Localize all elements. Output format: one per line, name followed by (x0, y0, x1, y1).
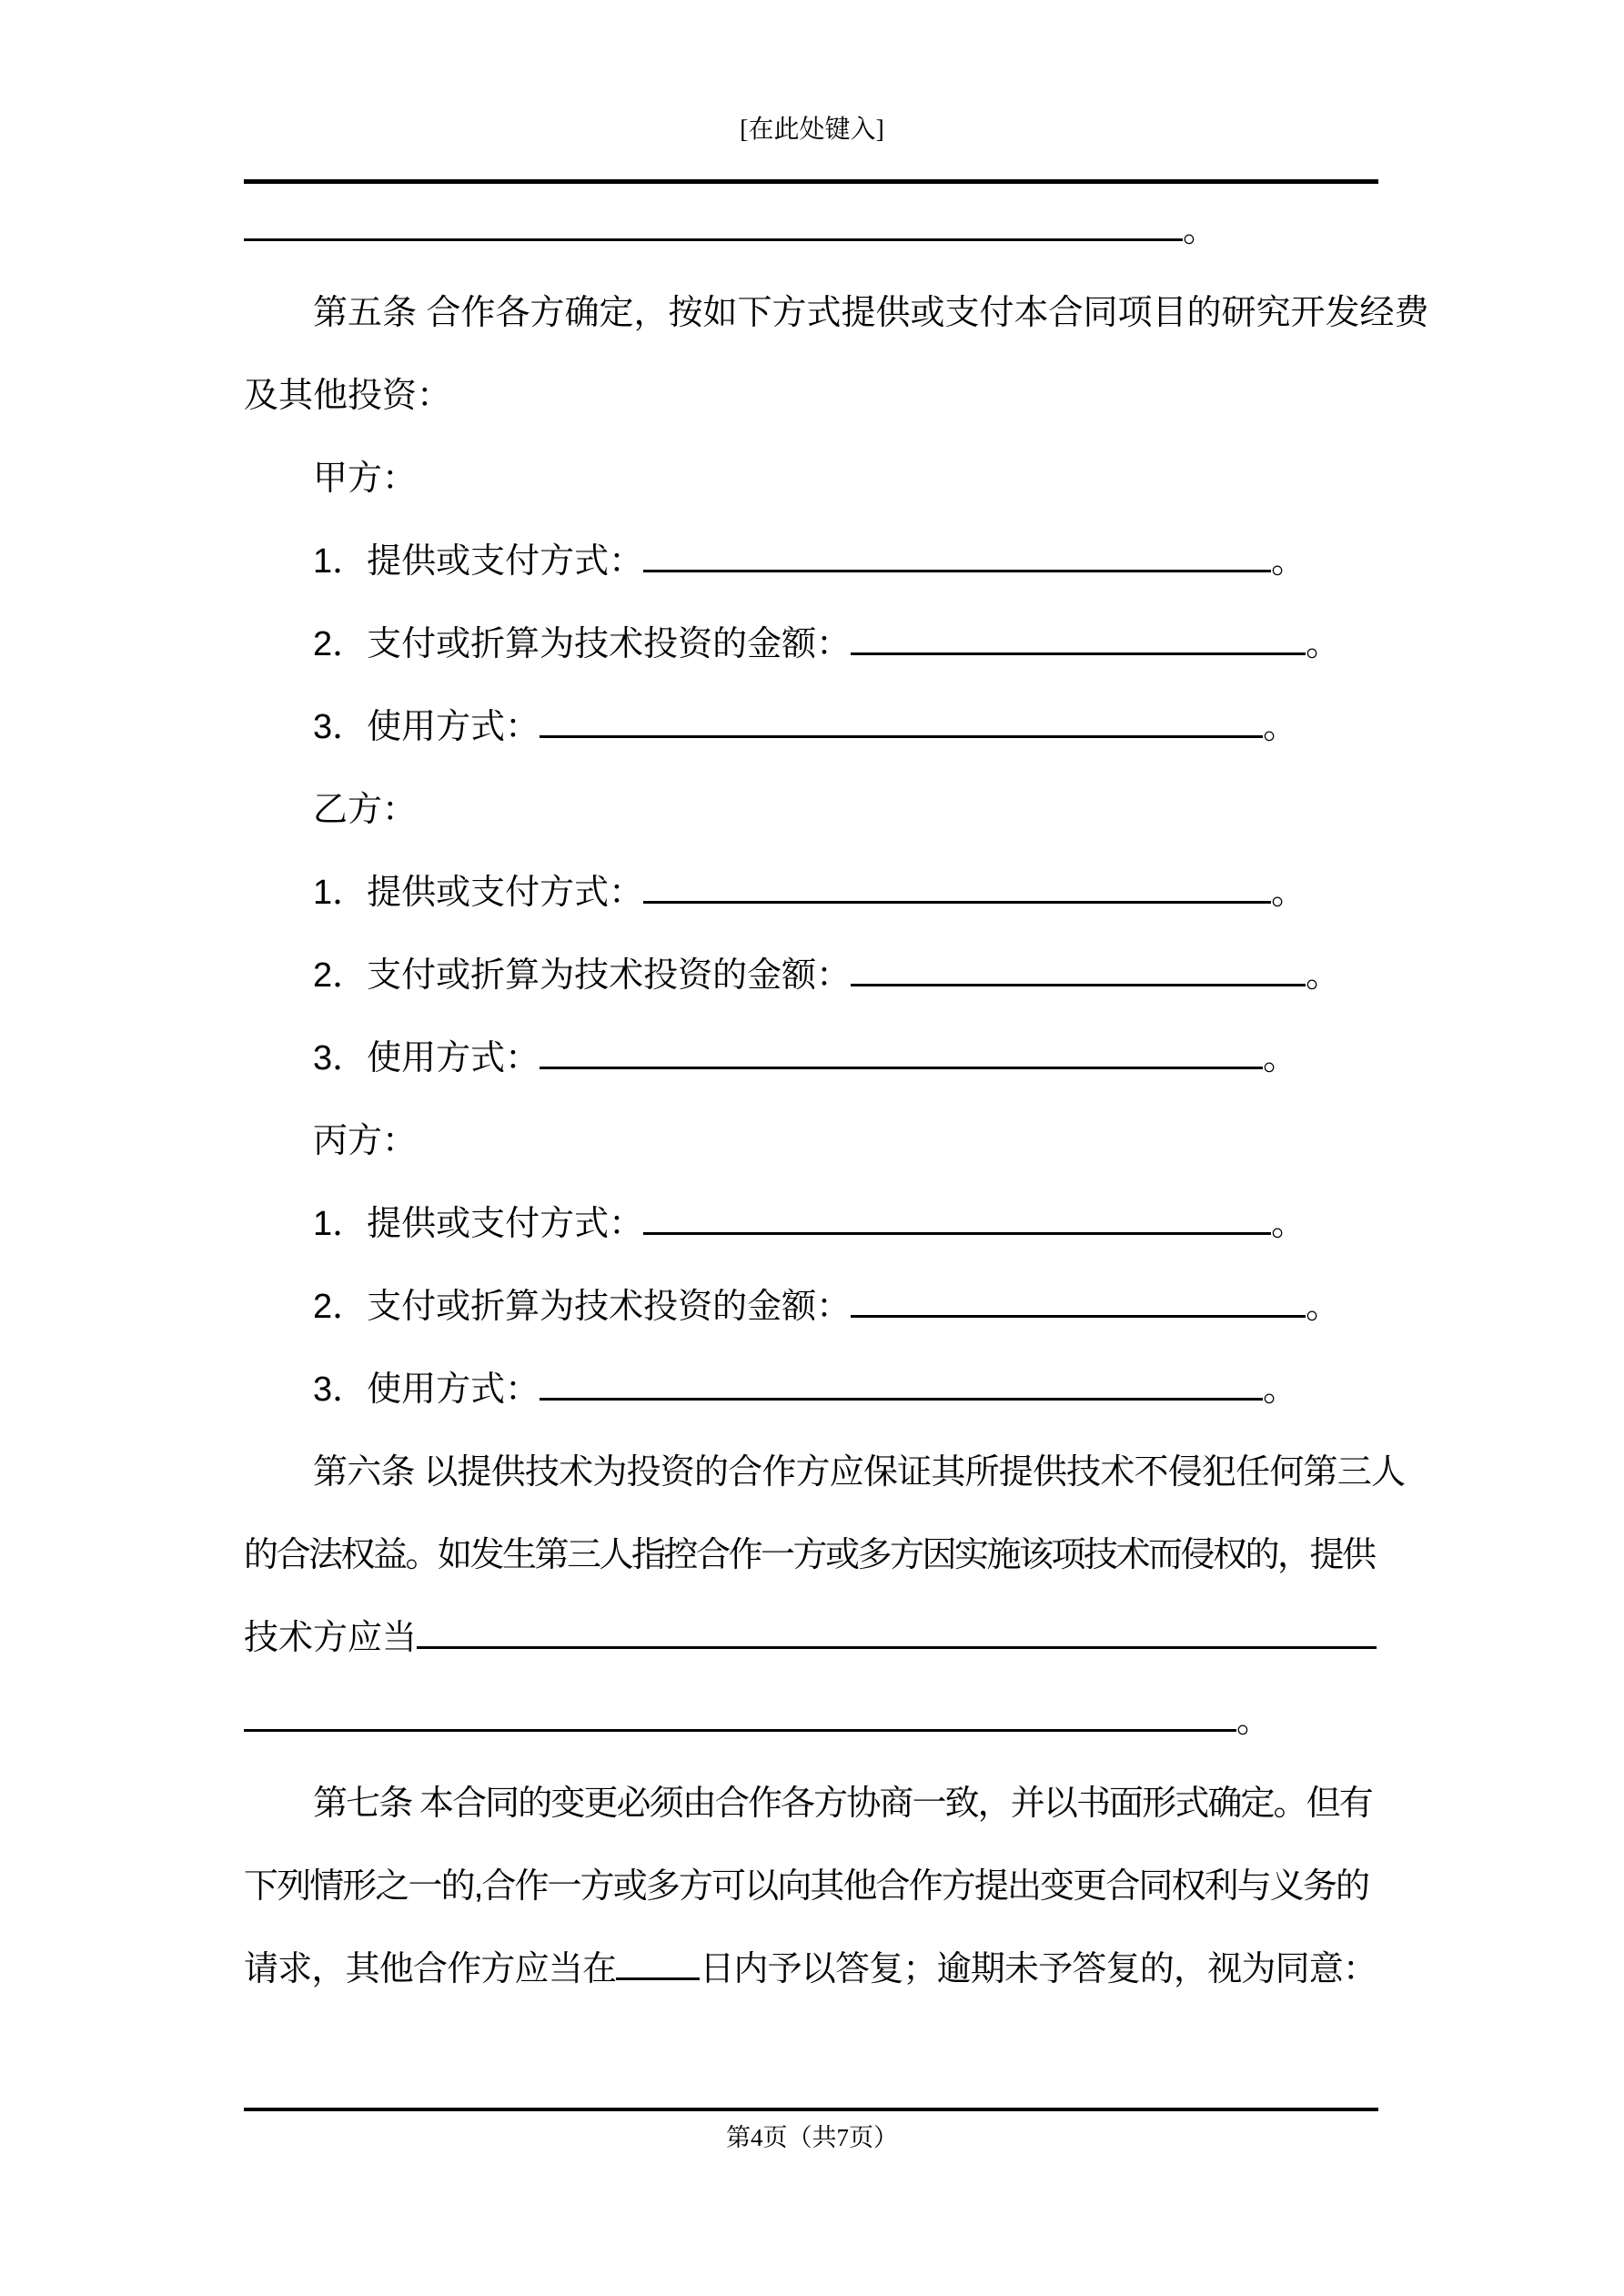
item-period: 。 (1263, 1039, 1298, 1077)
fill-in-blank (851, 1315, 1306, 1318)
header-placeholder: [在此处键入] (740, 116, 884, 144)
article7-line2: 下列情形之一的,合作一方或多方可以向其他合作方提出变更合同权利与义务的 (244, 1867, 1369, 1906)
article5-line2: 及其他投资： (244, 377, 452, 415)
fill-in-blank (417, 1646, 1377, 1649)
item-label: 2．支付或折算为技术投资的金额： (313, 625, 852, 663)
fill-in-blank (616, 1977, 700, 1980)
blank-line (244, 189, 1378, 272)
item-period: 。 (1263, 1371, 1298, 1409)
party-a-item-2 (244, 603, 1378, 686)
fill-in-blank (643, 901, 1271, 904)
item-period: 。 (1306, 956, 1341, 995)
item-label: 1．提供或支付方式： (313, 874, 644, 912)
item-period: 。 (1306, 1288, 1341, 1326)
item-period: 。 (1263, 708, 1298, 746)
item-label: 3．使用方式： (313, 1039, 540, 1077)
party-a-heading: 甲方： (313, 460, 418, 498)
party-b-item-3 (244, 1017, 1378, 1100)
item-label: 1．提供或支付方式： (313, 1205, 644, 1243)
party-b-heading: 乙方： (313, 791, 418, 829)
fill-in-blank (851, 984, 1306, 986)
party-c-item-2 (244, 1266, 1378, 1349)
article6-line3-prefix: 技术方应当 (244, 1619, 418, 1657)
header-rule (244, 179, 1378, 184)
item-label: 3．使用方式： (313, 1371, 540, 1409)
article6-line3 (244, 1597, 1378, 1680)
party-b-item-2 (244, 935, 1378, 1017)
fill-in-blank (244, 1729, 1236, 1732)
fill-in-blank (643, 570, 1271, 572)
party-c-item-3 (244, 1349, 1378, 1431)
article6-line2: 的合法权益。如发生第三人指控合作一方或多方因实施该项技术而侵权的，提供 (244, 1536, 1375, 1574)
footer-rule (244, 2108, 1378, 2111)
item-label: 3．使用方式： (313, 708, 540, 746)
fill-in-blank (851, 652, 1306, 655)
fill-in-blank (540, 1067, 1263, 1069)
document-body (244, 189, 1429, 2011)
item-period: 。 (1271, 542, 1306, 581)
fill-in-blank (244, 238, 1183, 241)
item-label: 2．支付或折算为技术投资的金额： (313, 1288, 852, 1326)
article6-line4 (244, 1680, 1378, 1763)
fill-in-blank (643, 1232, 1271, 1235)
item-label: 2．支付或折算为技术投资的金额： (313, 956, 852, 995)
article6-line1: 第六条 以提供技术为投资的合作方应保证其所提供技术不侵犯任何第三人 (313, 1453, 1406, 1492)
fill-in-blank (540, 1398, 1263, 1401)
blank-line-punct: 。 (1183, 211, 1218, 249)
article5-line1: 第五条 合作各方确定，按如下方式提供或支付本合同项目的研究开发经费 (313, 294, 1429, 332)
party-b-item-1 (244, 852, 1378, 935)
item-period: 。 (1271, 1205, 1306, 1243)
page-number: 第4页（共7页） (726, 2124, 898, 2151)
item-label: 1．提供或支付方式： (313, 542, 644, 581)
fill-in-blank (540, 735, 1263, 738)
article7-line1: 第七条 本合同的变更必须由合作各方协商一致，并以书面形式确定。但有 (313, 1785, 1372, 1823)
article7-line3-prefix: 请求，其他合作方应当在 (244, 1950, 617, 1988)
party-c-item-1 (244, 1183, 1378, 1266)
article7-line3-suffix: 日内予以答复；逾期未予答复的，视为同意： (700, 1950, 1377, 1988)
party-a-item-3 (244, 686, 1378, 769)
item-period: 。 (1271, 874, 1306, 912)
blank-line-punct: 。 (1236, 1702, 1272, 1740)
party-c-heading: 丙方： (313, 1122, 418, 1160)
article7-line3 (244, 1928, 1378, 2011)
item-period: 。 (1306, 625, 1341, 663)
party-a-item-1 (244, 521, 1378, 603)
